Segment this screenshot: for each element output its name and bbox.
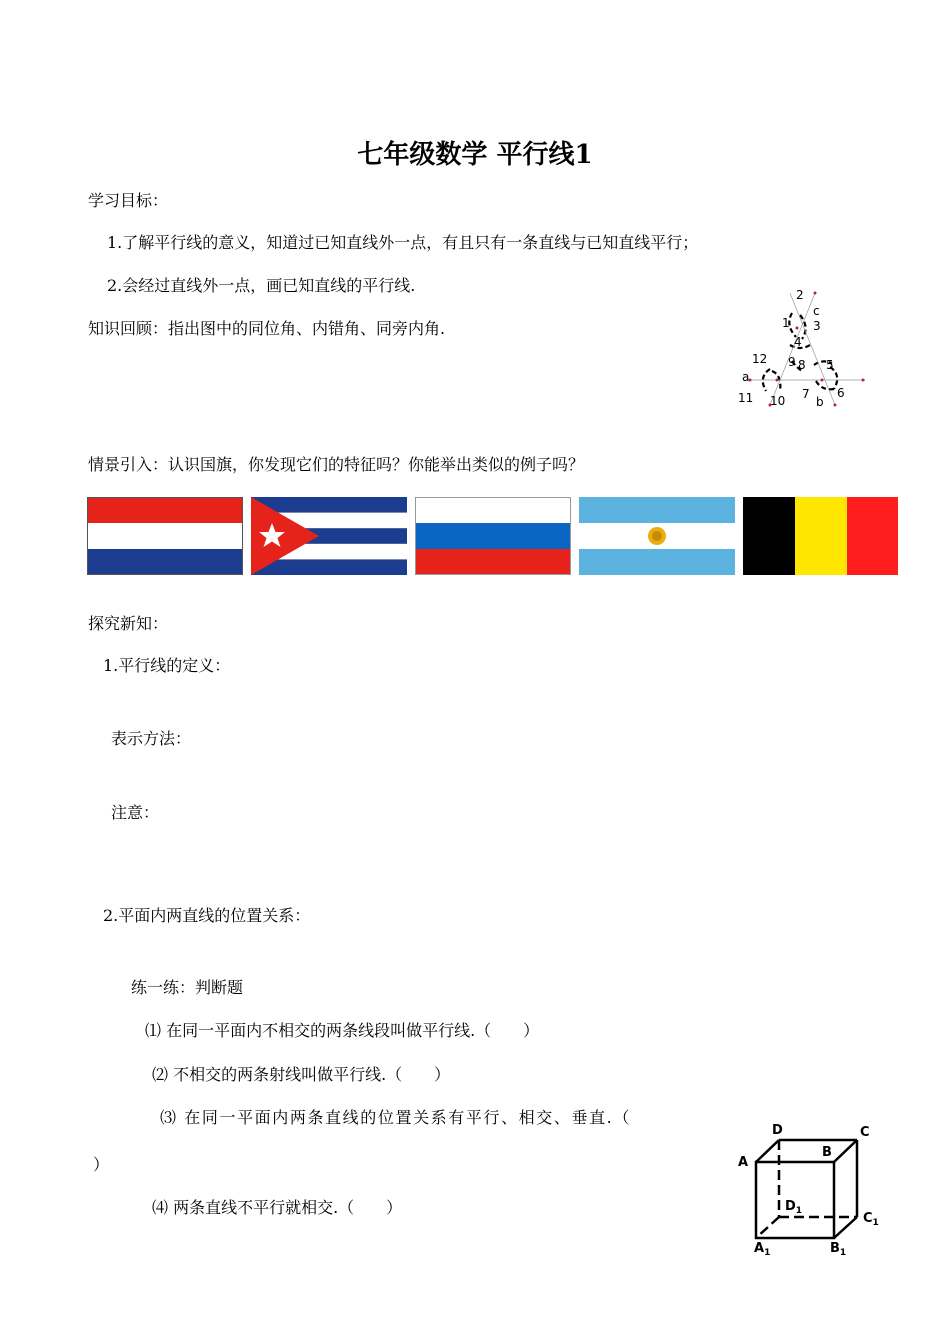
angle-label-1: 1 bbox=[782, 316, 790, 330]
question-2: ⑵ 不相交的两条射线叫做平行线.（ ） bbox=[152, 1065, 451, 1084]
goal-item-2: 2.会经过直线外一点，画已知直线的平行线. bbox=[107, 276, 416, 295]
line-label-a: a bbox=[742, 370, 750, 384]
angle-label-8: 8 bbox=[798, 358, 806, 372]
notation-label: 表示方法： bbox=[111, 729, 192, 748]
angle-label-12: 12 bbox=[752, 352, 768, 366]
angle-label-2: 2 bbox=[796, 288, 804, 302]
practice-heading: 练一练：判断题 bbox=[131, 978, 244, 997]
angle-label-7: 7 bbox=[802, 387, 810, 401]
question-4: ⑷ 两条直线不平行就相交.（ ） bbox=[152, 1198, 403, 1217]
cube-label-A1: $A_1$ bbox=[754, 1241, 771, 1258]
line-label-c: c bbox=[813, 304, 820, 318]
flag-belgium bbox=[743, 497, 898, 575]
arc-7 bbox=[816, 381, 834, 389]
goals-heading: 学习目标： bbox=[88, 191, 169, 210]
cube-label-C: C bbox=[860, 1125, 870, 1140]
flag-netherlands bbox=[87, 497, 243, 575]
cube-label-A: A bbox=[738, 1155, 749, 1170]
flag-russia bbox=[415, 497, 571, 575]
question-3: ⑶ 在同一平面内两条直线的位置关系有平行、相交、垂直.（ bbox=[160, 1108, 631, 1127]
angle-label-10: 10 bbox=[770, 394, 786, 408]
parallel-definition: 1.平行线的定义： bbox=[103, 656, 231, 675]
explore-heading: 探究新知： bbox=[88, 614, 169, 633]
flag-cuba bbox=[251, 497, 407, 575]
cube-label-D: D bbox=[772, 1123, 783, 1138]
relation-label: 2.平面内两直线的位置关系： bbox=[103, 906, 311, 925]
cube-label-D1: $D_1$ bbox=[785, 1199, 803, 1216]
flag-argentina bbox=[579, 497, 735, 575]
angle-label-5: 5 bbox=[826, 358, 834, 372]
note-label: 注意： bbox=[111, 803, 160, 822]
angle-label-4: 4 bbox=[794, 335, 802, 349]
question-1: ⑴ 在同一平面内不相交的两条线段叫做平行线.（ ） bbox=[145, 1021, 540, 1040]
angle-label-3: 3 bbox=[813, 319, 821, 333]
cube-label-C1: $C_1$ bbox=[863, 1211, 879, 1228]
page-title: 七年级数学 平行线1 bbox=[357, 140, 593, 170]
question-3-end: ） bbox=[93, 1155, 110, 1174]
cube-label-B: B bbox=[822, 1145, 832, 1160]
cube-label-B1: $B_1$ bbox=[830, 1241, 847, 1258]
scene-text: 情景引入：认识国旗，你发现它们的特征吗？你能举出类似的例子吗？ bbox=[88, 455, 585, 474]
line-label-b: b bbox=[816, 395, 824, 409]
angle-label-9: 9 bbox=[788, 355, 796, 369]
cube-diagram bbox=[730, 1120, 890, 1260]
angle-label-11: 11 bbox=[738, 391, 754, 405]
angles-diagram bbox=[730, 285, 880, 415]
goal-item-1: 1.了解平行线的意义，知道过已知直线外一点，有且只有一条直线与已知直线平行； bbox=[107, 233, 699, 252]
angle-label-6: 6 bbox=[837, 386, 845, 400]
arc-1 bbox=[789, 313, 796, 337]
review-text: 知识回顾：指出图中的同位角、内错角、同旁内角. bbox=[88, 319, 446, 338]
